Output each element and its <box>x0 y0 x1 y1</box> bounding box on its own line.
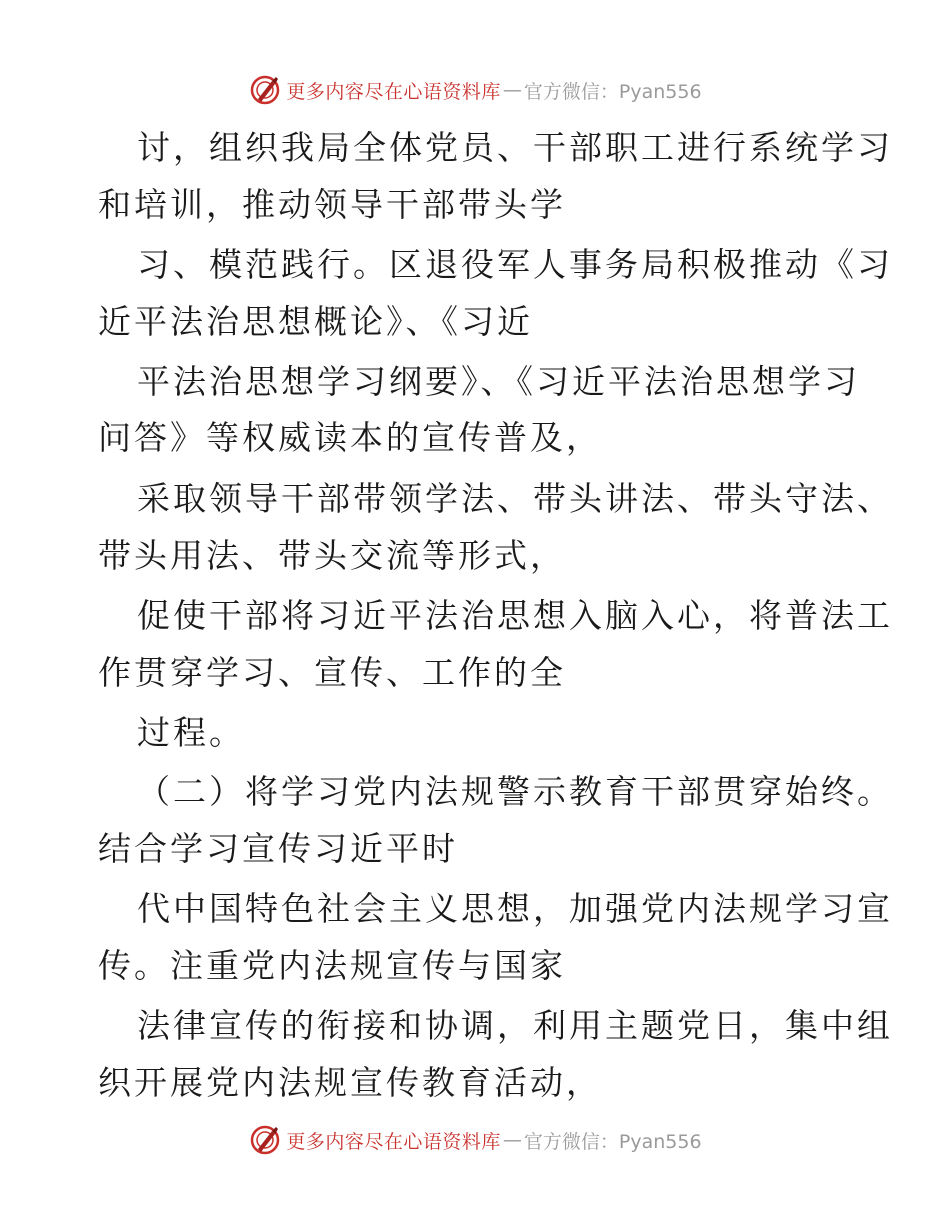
text-line: 促使干部将习近平法治思想入脑入心，将普法工 <box>137 596 893 635</box>
text-line: 结合学习宣传习近平时 <box>98 829 458 868</box>
text-line: 问答》等权威读本的宣传普及， <box>98 418 602 457</box>
watermark-dash: — <box>502 79 522 101</box>
text-line: 采取领导干部带领学法、带头讲法、带头守法、 <box>137 479 893 518</box>
text-line: （二）将学习党内法规警示教育干部贯穿始终。 <box>137 772 893 811</box>
logo-icon <box>248 1123 282 1157</box>
watermark-dash: — <box>502 1129 522 1151</box>
watermark-wechat: 官方微信：Pyan556 <box>523 80 702 103</box>
text-line: 讨，组织我局全体党员、干部职工进行系统学习 <box>137 128 893 167</box>
footer-watermark <box>0 1120 950 1160</box>
text-line: 代中国特色社会主义思想，加强党内法规学习宣 <box>137 889 893 928</box>
text-line: 平法治思想学习纲要》、《习近平法治思想学习 <box>137 362 860 401</box>
text-line: 近平法治思想概论》、《习近 <box>98 302 533 341</box>
watermark-text: 更多内容尽在心语资料库 <box>286 80 501 103</box>
text-line: 法律宣传的衔接和协调，利用主题党日，集中组 <box>137 1006 893 1045</box>
text-line: 作贯穿学习、宣传、工作的全 <box>98 653 566 692</box>
text-line: 传。注重党内法规宣传与国家 <box>98 946 566 985</box>
watermark-wechat: 官方微信：Pyan556 <box>523 1130 702 1153</box>
text-line: 习、模范践行。区退役军人事务局积极推动《习 <box>137 245 893 284</box>
text-line: 过程。 <box>137 713 245 752</box>
watermark-text: 更多内容尽在心语资料库 <box>286 1130 501 1153</box>
text-line: 带头用法、带头交流等形式， <box>98 536 566 575</box>
logo-icon <box>248 73 282 107</box>
text-line: 织开展党内法规宣传教育活动， <box>98 1063 602 1102</box>
text-line: 和培训，推动领导干部带头学 <box>98 185 566 224</box>
header-watermark <box>0 70 950 110</box>
